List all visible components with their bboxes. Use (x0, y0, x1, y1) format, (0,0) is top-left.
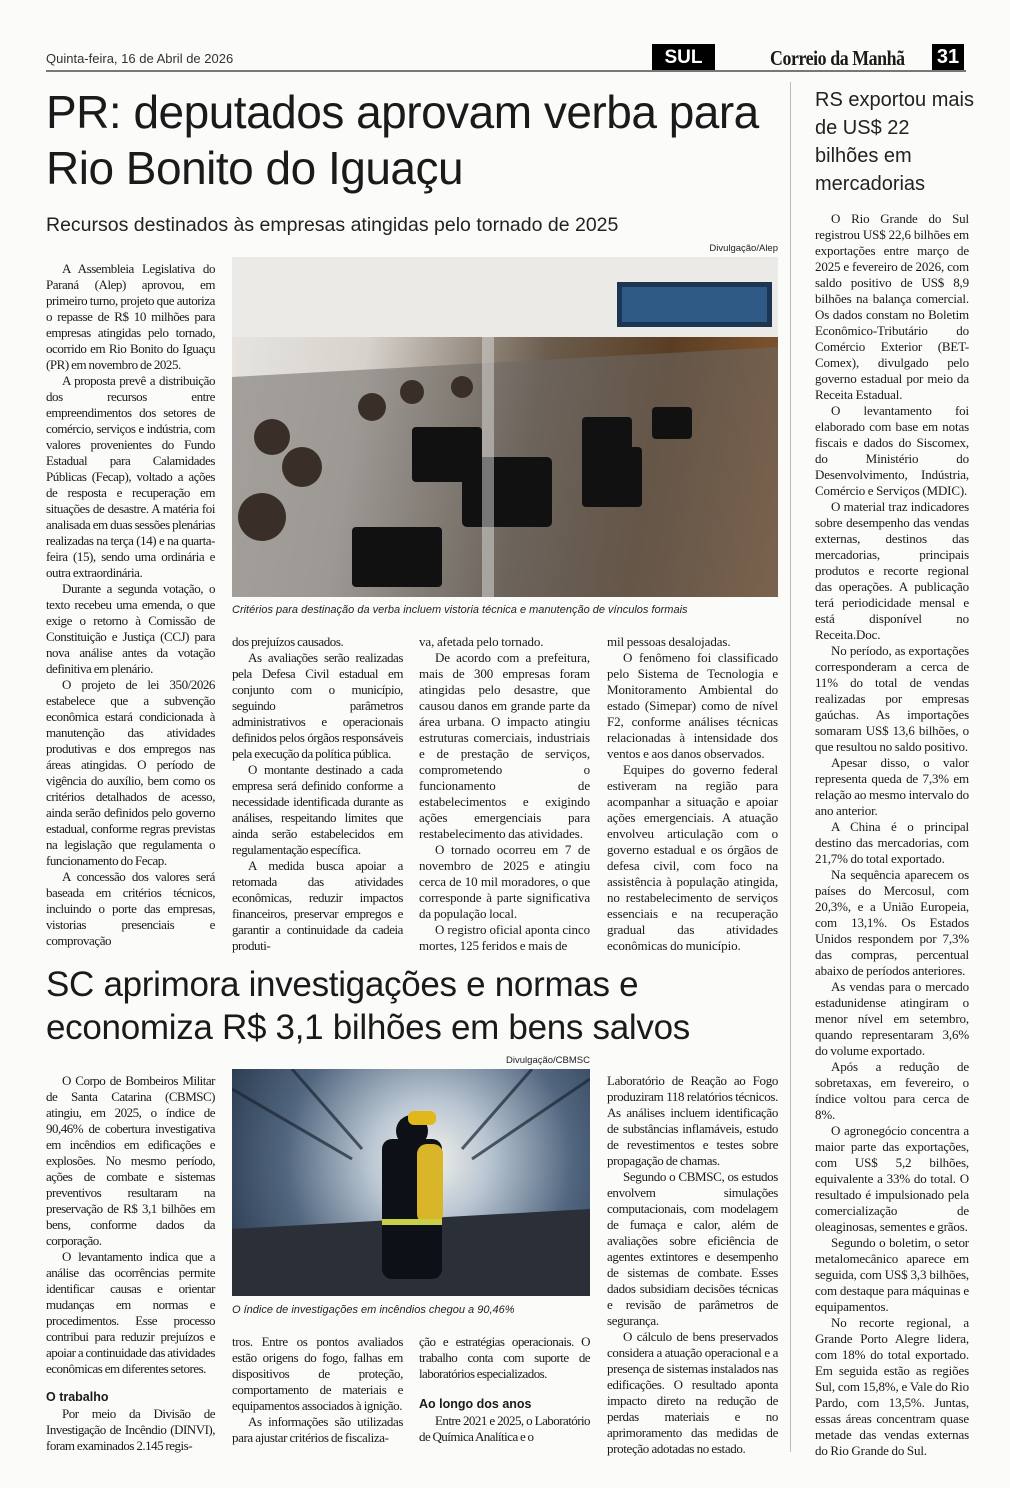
paragraph: O registro oficial aponta cinco mortes, 125 feridos e mais de (419, 922, 590, 953)
paragraph: A China é o principal destino das mercadorias, com 21,7% do total exportado. (815, 819, 969, 866)
article1-column-1 (46, 261, 215, 949)
paragraph: Laboratório de Reação ao Fogo produziram 118 relatórios técnicos. As análises incluem identificação de substâncias inflamáveis, estudo de revestimentos e testes sobre propagação de chamas. (607, 1073, 778, 1168)
article2-column-2 (232, 1334, 403, 1446)
paragraph: Por meio da Divisão de Investigação de Incêndio (DINVI), foram examinados 2.145 regis- (46, 1406, 215, 1453)
article2-column-1 (46, 1073, 215, 1454)
paragraph: va, afetada pelo tornado. (419, 634, 544, 649)
article2-headline: SC aprimora investigações e normas e economiza R$ 3,1 bilhões em bens salvos (46, 965, 690, 1047)
article2-caption: O índice de investigações em incêndios chegou a 90,46% (232, 1304, 515, 1316)
paragraph: O Corpo de Bombeiros Militar de Santa Catarina (CBMSC) atingiu, em 2025, o índice de 90,46% de cobertura investigativa em incêndios em edificações e explosões. No mesmo período, ações de combate e sistemas preventivos resultaram na preservação de R$ 3,1 bilhões em bens, conforme dados da corporação. (46, 1073, 215, 1248)
newspaper-logo: Correio da Manhã (770, 46, 905, 70)
paragraph: As informações são utilizadas para ajustar critérios de fiscaliza- (232, 1414, 403, 1445)
paragraph: O fenômeno foi classificado pelo Sistema de Tecnologia e Monitoramento Ambiental do estado (Simepar) como de nível F2, conforme análises técnicas relacionadas à intensidade dos ventos e aos danos observados. (607, 650, 778, 761)
column-divider (790, 82, 791, 1452)
paragraph: As avaliações serão realizadas pela Defesa Civil estadual em conjunto com o município, seguindo parâmetros administrativos e operacionais definidos pelos órgãos responsáveis pela execução da política pública. (232, 650, 403, 761)
paragraph: tros. Entre os pontos avaliados estão origens do fogo, falhas em dispositivos de proteção, comportamento de materiais e equipamentos associados à ignição. (232, 1334, 403, 1413)
paragraph: Apesar disso, o valor representa queda de 7,3% em relação ao mesmo intervalo do ano anterior. (815, 755, 969, 818)
paragraph: O montante destinado a cada empresa será definido conforme a necessidade identificada durante as análises, respeitando limites que ainda serão estabelecidos em regulamentação específica. (232, 762, 403, 857)
article1-column-3 (419, 634, 590, 954)
page-number: 31 (932, 44, 964, 71)
article2-column-3 (419, 1334, 590, 1445)
article1-headline: PR: deputados aprovam verba para Rio Bonito do Iguaçu (46, 86, 759, 194)
paragraph: A concessão dos valores será baseada em critérios técnicos, incluindo o porte das empresas, vistorias presenciais e comprovação (46, 869, 215, 948)
paragraph: O levantamento indica que a análise das ocorrências permite identificar causas e orientar mudanças em normas e procedimentos. Esse processo contribui para reduzir prejuízos e apoiar a continuidade das atividades econômicas em diferentes setores. (46, 1249, 215, 1376)
article1-column-4 (607, 634, 778, 954)
article1-caption: Critérios para destinação da verba incluem vistoria técnica e manutenção de vínculos formais (232, 604, 688, 616)
article1-photo-credit: Divulgação/Alep (709, 243, 778, 254)
paragraph: A medida busca apoiar a retomada das atividades econômicas, reduzir impactos financeiros, preservar empregos e garantir a continuidade da cadeia produti- (232, 858, 403, 953)
paragraph: No período, as exportações corresponderam a cerca de 11% do total de vendas realizadas por empresas gaúchas. As importações somaram US$ 13,6 bilhões, o que resultou no saldo positivo. (815, 643, 969, 754)
article1-column-2 (232, 634, 403, 954)
plenary-photo-illustration (232, 257, 778, 597)
paragraph: O agronegócio concentra a maior parte das exportações, com US$ 5,2 bilhões, equivalente a 33% do total. O resultado é impulsionado pela comercialização de oleaginosas, sementes e grãos. (815, 1123, 969, 1234)
paragraph: Equipes do governo federal estiveram na região para acompanhar a situação e apoiar ações emergenciais. A atuação envolveu articulação com o governo estadual e os órgãos de defesa civil, com foco na assistência à população atingida, no restabelecimento de serviços essenciais e na recuperação gradual das atividades econômicas do município. (607, 762, 778, 953)
paragraph: ção e estratégias operacionais. O trabalho conta com suporte de laboratórios especializados. (419, 1334, 590, 1381)
section-label: SUL (652, 44, 715, 71)
article1-photo-plenary (232, 257, 778, 597)
paragraph: O cálculo de bens preservados considera a atuação operacional e a presença de sistemas instalados nas edificações. O resultado aponta impacto direto na redução de perdas materiais e no aprimoramento das medidas de proteção adotadas no estado. (607, 1329, 778, 1456)
paragraph: O Rio Grande do Sul registrou US$ 22,6 bilhões em exportações entre março de 2025 e fevereiro de 2026, com saldo positivo de US$ 8,9 bilhões na balança comercial. Os dados constam no Boletim Econômico-Tributário do Comércio Exterior (BET-Comex), divulgado pelo governo estadual por meio da Receita Estadual. (815, 211, 969, 402)
paragraph: A Assembleia Legislativa do Paraná (Alep) aprovou, em primeiro turno, projeto que autoriza o repasse de R$ 10 milhões para empresas atingidas pelo tornado, ocorrido em Rio Bonito do Iguaçu (PR) em novembro de 2025. (46, 261, 215, 372)
article2-column-4 (607, 1073, 778, 1457)
issue-date: Quinta-feira, 16 de Abril de 2026 (46, 51, 234, 66)
subheading-ao-longo-dos-anos: Ao longo dos anos (419, 1397, 532, 1411)
paragraph: Segundo o CBMSC, os estudos envolvem simulações computacionais, com modelagem de fumaça e calor, além de avaliações sobre eficiência de agentes extintores e desempenho de sistemas de combate. Esses dados subsidiam decisões técnicas e revisão de parâmetros de segurança. (607, 1169, 778, 1328)
paragraph: O tornado ocorreu em 7 de novembro de 2025 e atingiu cerca de 10 mil moradores, o que corresponde à parte significativa da população local. (419, 842, 590, 921)
paragraph: mil pessoas desalojadas. (607, 634, 731, 649)
paragraph: dos prejuízos causados. (232, 634, 344, 649)
paragraph: A proposta prevê a distribuição dos recursos entre empreendimentos dos setores de comércio, serviços e indústria, com valores provenientes do Fundo Estadual para Calamidades Públicas (Fecap), voltado a ações de resposta e recuperação em situações de desastre. A matéria foi analisada em duas sessões plenárias realizadas na terça (14) e na quarta-feira (15), sendo uma ordinária e outra extraordinária. (46, 373, 215, 580)
subheading-o-trabalho: O trabalho (46, 1390, 109, 1404)
article2-photo-credit: Divulgação/CBMSC (506, 1055, 590, 1066)
sidebar-column (815, 211, 969, 1459)
paragraph: O levantamento foi elaborado com base em notas fiscais e dados do Siscomex, do Ministério do Desenvolvimento, Indústria, Comércio e Serviços (MDIC). (815, 403, 969, 498)
paragraph: Segundo o boletim, o setor metalomecânico aparece em seguida, com US$ 3,3 bilhões, com destaque para máquinas e equipamentos. (815, 1235, 969, 1314)
paragraph: No recorte regional, a Grande Porto Alegre lidera, com 18% do total exportado. Em seguida estão as regiões Sul, com 15,8%, e Vale do Rio Pardo, com 13,5%. Juntas, essas áreas concentram quase metade das vendas externas do Rio Grande do Sul. (815, 1315, 969, 1458)
firefighter-photo-illustration (232, 1069, 590, 1296)
header-rule (46, 70, 966, 72)
paragraph: O material traz indicadores sobre desempenho das vendas externas, destinos das mercadorias, principais produtos e recorte regional das operações. A publicação terá periodicidade mensal e está disponível no Receita.Doc. (815, 499, 969, 642)
paragraph: De acordo com a prefeitura, mais de 300 empresas foram atingidas pelo desastre, que causou danos em grande parte da área urbana. O impacto atingiu estruturas comerciais, industriais e de prestação de serviços, comprometendo o funcionamento de estabelecimentos e exigindo ações emergenciais para restabelecimento das atividades. (419, 650, 590, 841)
paragraph: O projeto de lei 350/2026 estabelece que a subvenção econômica estará condicionada à manutenção das atividades produtivas e dos empregos nas áreas atingidas. O período de vigência do auxílio, bem como os critérios detalhados de acesso, ainda serão definidos pelo governo estadual, conforme regras previstas na legislação que regulamenta o funcionamento do Fecap. (46, 677, 215, 868)
paragraph: Durante a segunda votação, o texto recebeu uma emenda, o que exige o retorno à Comissão de Constituição e Justiça (CCJ) para nova análise antes da votação definitiva em plenário. (46, 581, 215, 676)
paragraph: As vendas para o mercado estadunidense atingiram o menor nível em setembro, quando representaram 3,6% do volume exportado. (815, 979, 969, 1058)
article1-deck: Recursos destinados às empresas atingidas pelo tornado de 2025 (46, 214, 619, 236)
paragraph: Após a redução de sobretaxas, em fevereiro, o índice voltou para cerca de 8%. (815, 1059, 969, 1122)
sidebar-headline: RS exportou mais de US$ 22 bilhões em mercadorias (815, 89, 974, 195)
paragraph: Na sequência aparecem os países do Mercosul, com 20,3%, e a União Europeia, com 13,1%. Os Estados Unidos respondem por 7,3% das compras, percentual abaixo de períodos anteriores. (815, 867, 969, 978)
paragraph: Entre 2021 e 2025, o Laboratório de Química Analítica e o (419, 1413, 590, 1444)
article2-photo-firefighter (232, 1069, 590, 1296)
